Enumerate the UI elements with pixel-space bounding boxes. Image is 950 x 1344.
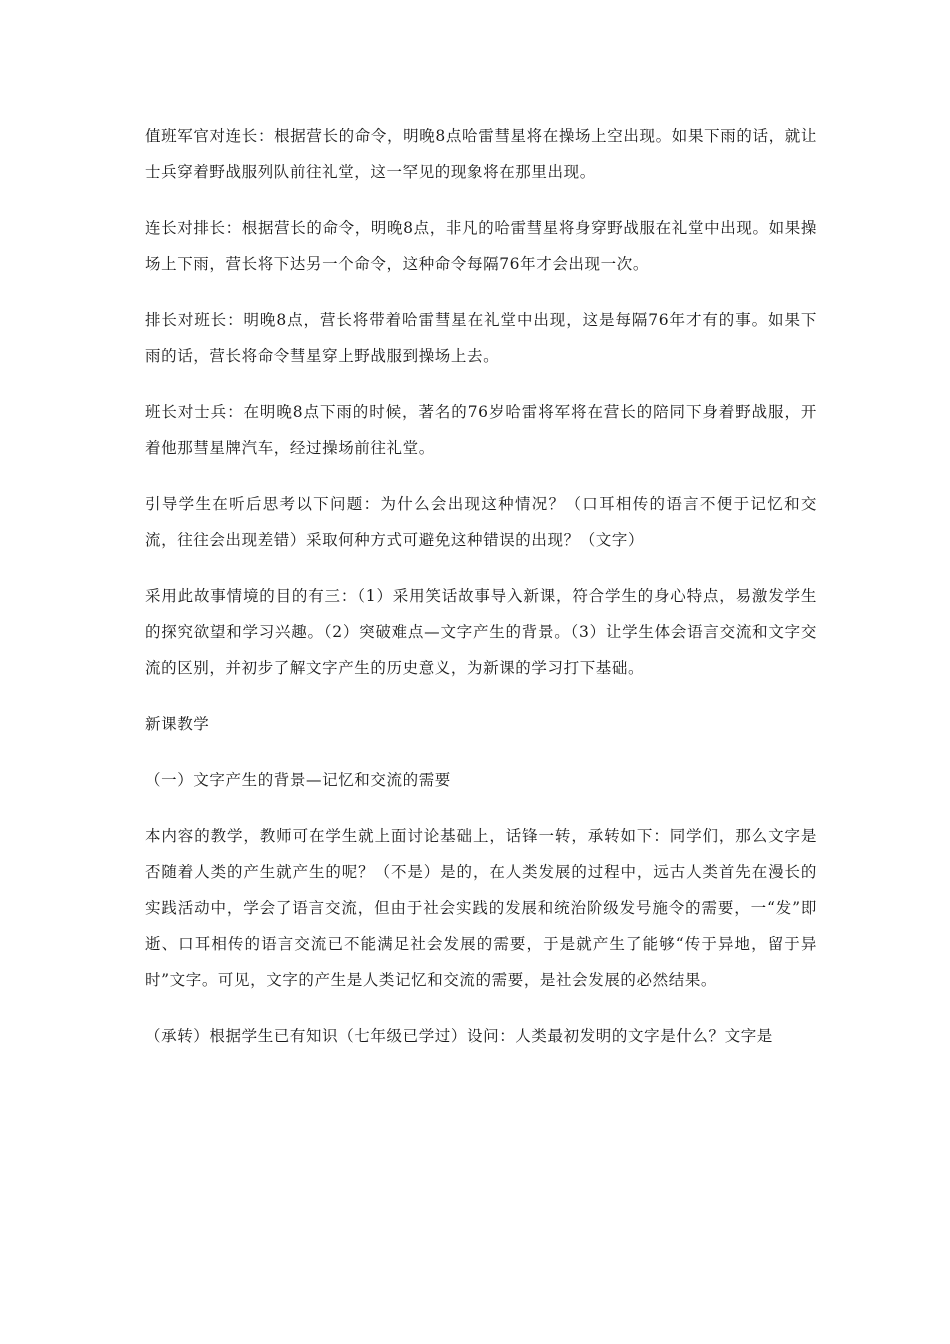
section-heading-new-lesson: 新课教学 — [145, 715, 210, 733]
paragraph-teaching-content: 本内容的教学，教师可在学生就上面讨论基础上，话锋一转，承转如下：同学们，那么文字是否随着人类的产生就产生的呢？（不是）是的，在人类发展的过程中，远古人类首先在漫长的实践活动中，学会了语言交流，但由于社会实践的发展和统治阶级发号施令的需要，一“发”即逝、口耳相传的语言交流已不能满足社会发展的需要，于是就产生了能够“传于异地，留于异时”文字。可见，文字的产生是人类记忆和交流的需要，是社会发展的必然结果。 — [145, 827, 817, 989]
paragraph-transition-question: （承转）根据学生已有知识（七年级已学过）设问：人类最初发明的文字是什么？文字是 — [145, 1027, 773, 1045]
paragraph-company-commander: 连长对排长：根据营长的命令，明晚8点，非凡的哈雷彗星将身穿野战服在礼堂中出现。如果操场上下雨，营长将下达另一个命令，这种命令每隔76年才会出现一次。 — [145, 219, 817, 273]
subsection-heading-writing-background: （一）文字产生的背景—记忆和交流的需要 — [145, 771, 451, 789]
paragraph-duty-officer: 值班军官对连长：根据营长的命令，明晚8点哈雷彗星将在操场上空出现。如果下雨的话，就让士兵穿着野战服列队前往礼堂，这一罕见的现象将在那里出现。 — [145, 127, 817, 181]
paragraph-platoon-leader: 排长对班长：明晚8点，营长将带着哈雷彗星在礼堂中出现，这是每隔76年才有的事。如果下雨的话，营长将命令彗星穿上野战服到操场上去。 — [145, 311, 817, 365]
paragraph-guiding-questions: 引导学生在听后思考以下问题：为什么会出现这种情况？（口耳相传的语言不便于记忆和交流，往往会出现差错）采取何种方式可避免这种错误的出现？（文字） — [145, 495, 817, 549]
paragraph-story-purpose: 采用此故事情境的目的有三：（1）采用笑话故事导入新课，符合学生的身心特点，易激发学生的探究欲望和学习兴趣。（2）突破难点—文字产生的背景。（3）让学生体会语言交流和文字交流的区别，并初步了解文字产生的历史意义，为新课的学习打下基础。 — [145, 587, 817, 677]
document-body — [145, 118, 817, 1074]
paragraph-squad-leader: 班长对士兵：在明晚8点下雨的时候，著名的76岁哈雷将军将在营长的陪同下身着野战服，开着他那彗星牌汽车，经过操场前往礼堂。 — [145, 403, 817, 457]
